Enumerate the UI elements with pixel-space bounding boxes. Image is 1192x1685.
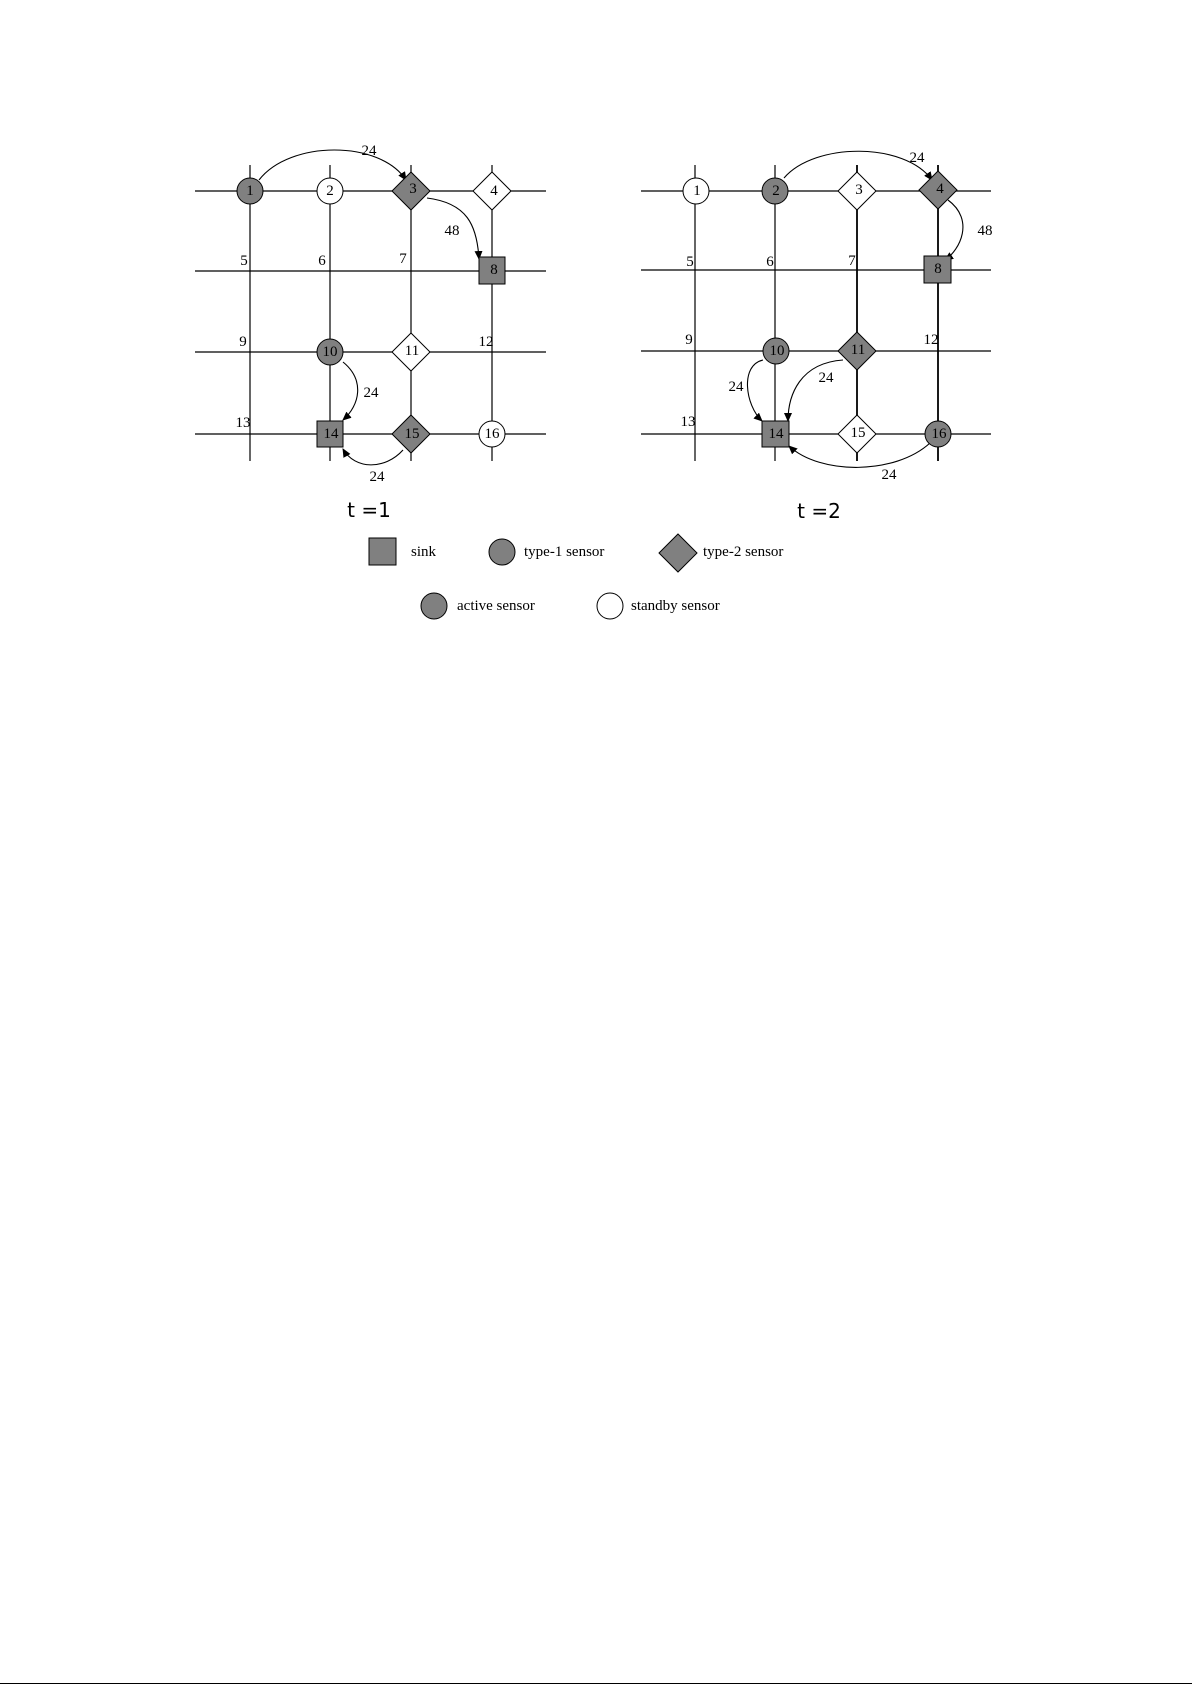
node-label: 8 (934, 261, 942, 277)
node-label: 1 (693, 183, 701, 199)
node-15 (838, 415, 876, 453)
node-label: 14 (323, 426, 339, 442)
legend-label: type-2 sensor (703, 544, 784, 560)
type-1-sensor-swatch (489, 539, 515, 565)
page-bottom-rule (0, 1683, 1192, 1684)
node-8 (479, 257, 505, 284)
edge-4-8 (945, 200, 963, 260)
edge-1-3 (259, 150, 406, 180)
node-label: 14 (768, 426, 784, 442)
node-14 (762, 421, 789, 447)
node-label: 11 (850, 342, 866, 358)
node-2 (317, 178, 343, 204)
grid-label: 13 (680, 414, 696, 430)
legend-item-type1 (489, 539, 604, 565)
grid-label: 13 (235, 415, 251, 431)
edge-label: 24 (363, 385, 379, 401)
legend-item-active (421, 593, 535, 619)
node-label: 11 (404, 343, 420, 359)
node-label: 16 (931, 426, 947, 442)
node-label: 4 (490, 183, 498, 199)
edge-label: 24 (818, 370, 834, 386)
node-label: 2 (326, 183, 334, 199)
node-10 (763, 338, 789, 364)
grid-label: 6 (318, 253, 326, 269)
legend-label: sink (411, 544, 437, 560)
node-2 (762, 178, 788, 204)
grid-label: 7 (848, 253, 856, 269)
panel-t2 (641, 150, 993, 523)
node-3 (838, 172, 876, 210)
grid-label: 12 (478, 334, 494, 350)
grid-label: 9 (685, 332, 693, 348)
grid-label: 7 (399, 251, 407, 267)
node-label: 2 (772, 183, 780, 199)
node-16 (479, 421, 505, 447)
node-label: 3 (855, 182, 863, 198)
node-4 (473, 172, 511, 210)
edge-label: 24 (728, 379, 744, 395)
grid-label: 9 (239, 334, 247, 350)
node-8 (924, 256, 951, 283)
panel-t1 (195, 143, 546, 522)
node-label: 15 (850, 425, 866, 441)
node-15 (392, 415, 430, 453)
grid-label: 12 (923, 332, 939, 348)
legend-label: type-1 sensor (524, 544, 605, 560)
node-16 (925, 421, 951, 447)
nodes (237, 172, 511, 453)
grid-labels (681, 253, 939, 430)
nodes (680, 171, 957, 453)
sink-swatch (369, 538, 396, 565)
node-label: 3 (409, 181, 417, 197)
node-label: 10 (322, 344, 338, 360)
node-1 (237, 178, 263, 204)
node-1 (683, 178, 709, 204)
edge-10-14 (747, 360, 763, 421)
node-14 (317, 421, 343, 447)
active-sensor-swatch (421, 593, 447, 619)
standby-sensor-swatch (597, 593, 623, 619)
node-11 (392, 333, 430, 371)
edge-label: 24 (361, 143, 377, 159)
legend-label: active sensor (457, 598, 535, 614)
node-10 (317, 339, 343, 365)
legend-item-type2 (659, 534, 783, 572)
panel-title: t =1 (347, 498, 391, 522)
grid-label: 5 (240, 253, 248, 269)
legend-item-sink (369, 538, 437, 565)
node-label: 8 (490, 262, 498, 278)
node-label: 4 (936, 181, 944, 197)
edge-label: 24 (909, 150, 925, 166)
edge-label: 24 (369, 469, 385, 485)
node-label: 15 (404, 426, 420, 442)
node-label: 16 (484, 426, 500, 442)
node-3 (392, 172, 430, 210)
legend (369, 534, 783, 619)
grid-label: 5 (686, 254, 694, 270)
edge-label: 24 (881, 467, 897, 483)
node-label: 1 (246, 183, 254, 199)
edge-15-14 (343, 449, 403, 465)
legend-item-standby (597, 593, 720, 619)
grid-label: 6 (766, 254, 774, 270)
node-11 (838, 332, 876, 370)
type-2-sensor-swatch (659, 534, 697, 572)
node-label: 10 (769, 343, 785, 359)
panel-title: t =2 (797, 499, 841, 523)
edge-11-14 (788, 360, 843, 421)
legend-label: standby sensor (631, 598, 720, 614)
edge-10-14 (343, 362, 358, 420)
edge-label: 48 (977, 223, 993, 239)
edge-label: 48 (444, 223, 460, 239)
grid-labels (236, 251, 494, 431)
